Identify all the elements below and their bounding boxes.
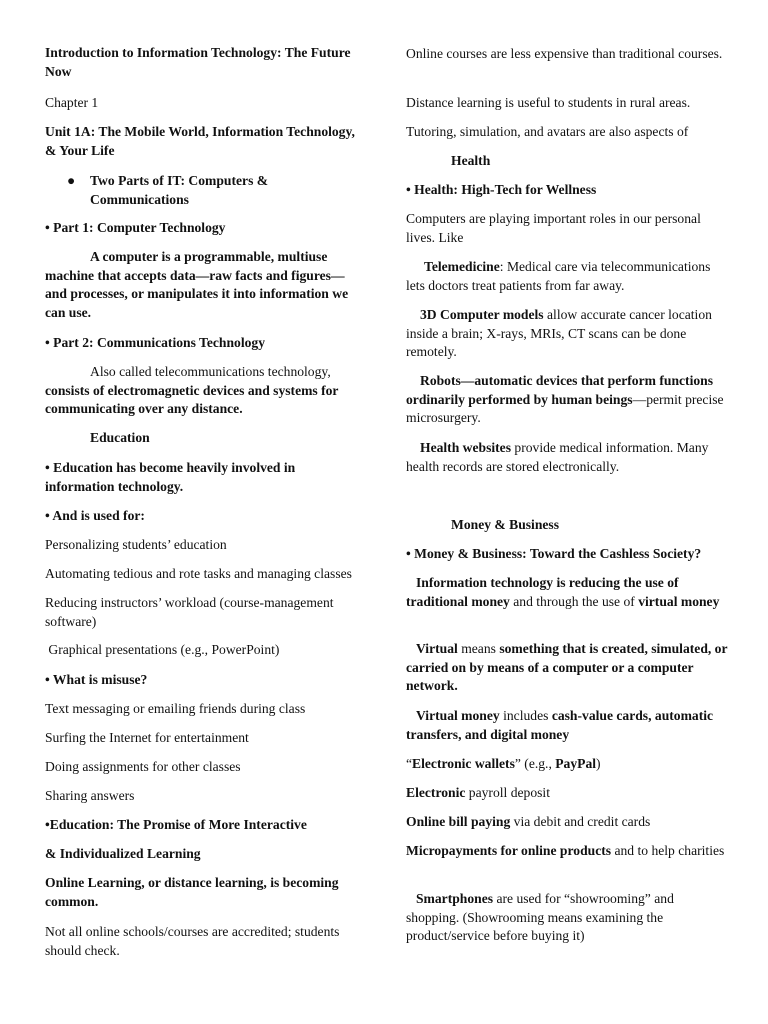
virtual-money-term: virtual money [638, 593, 720, 609]
accreditation-note: Not all online schools/courses are accredited; students should check. [45, 924, 340, 958]
virtual-word: Virtual [416, 641, 458, 656]
telemedicine-term: Telemedicine [424, 259, 500, 274]
use-item: Automating tedious and rote tasks and managing classes [45, 566, 352, 581]
part2-text [45, 363, 363, 419]
virtual-definition [406, 640, 728, 696]
health-heading: Health [451, 153, 491, 168]
education-heading: Education [90, 430, 150, 445]
payroll-desc: payroll deposit [465, 785, 550, 800]
billpay-text [406, 813, 728, 832]
models-term: 3D Computer models [420, 307, 544, 322]
cost-note: Online courses are less expensive than traditional courses. [406, 46, 723, 61]
wallets-close: ) [596, 756, 601, 771]
models-text [406, 306, 728, 362]
micropayments-text [406, 842, 728, 861]
part2-lead: Also called telecommunications technology, [90, 364, 331, 379]
telemedicine-text [406, 258, 728, 295]
promise-heading-line2: & Individualized Learning [45, 846, 201, 861]
payroll-text [406, 784, 728, 803]
websites-desc: provide medical information. Many health records are stored electronically. [406, 440, 709, 474]
money-subheading: • Money & Business: Toward the Cashless Society? [406, 546, 702, 561]
used-for-heading: • And is used for: [45, 508, 145, 523]
health-intro: Computers are playing important roles in our personal lives. Like [406, 211, 701, 245]
micropayments-desc: and to help charities [611, 843, 725, 858]
rural-note: Distance learning is useful to students in rural areas. [406, 95, 691, 110]
robots-desc: —permit precise microsurgery. [406, 391, 724, 426]
wallets-open-quote: “ [406, 756, 413, 771]
misuse-item: Sharing answers [45, 788, 135, 803]
billpay-term: Online bill paying [406, 814, 511, 829]
document-title: Introduction to Information Technology: The Future Now [45, 45, 351, 79]
smartphones-term: Smartphones [416, 891, 494, 906]
use-item: Reducing instructors’ workload (course-management software) [45, 595, 334, 629]
websites-term: Health websites [420, 440, 511, 455]
misuse-heading: • What is misuse? [45, 672, 148, 687]
robots-term: Robots—automatic devices that perform functions ordinarily performed by human beings [406, 373, 713, 407]
virtual-means: means [457, 641, 500, 656]
bullet-dot: ● [67, 173, 76, 188]
telemedicine-desc: : Medical care via telecommunications lets doctors treat patients from far away. [406, 259, 711, 293]
use-item: Graphical presentations (e.g., PowerPoint) [45, 642, 280, 657]
two-parts-item [45, 172, 363, 209]
health-subheading: • Health: High-Tech for Wellness [406, 182, 597, 197]
use-item: Personalizing students’ education [45, 537, 227, 552]
online-learning-text: Online Learning, or distance learning, is becoming common. [45, 875, 339, 909]
wallets-term: Electronic wallets [412, 756, 515, 771]
payroll-term: Electronic [406, 785, 466, 800]
part2-rest: consists of electromagnetic devices and systems for communicating over any distance. [45, 382, 339, 417]
tutoring-note: Tutoring, simulation, and avatars are also aspects of [406, 124, 689, 139]
micropayments-term: Micropayments for online products [406, 843, 612, 858]
virtual-money-word: Virtual money [416, 708, 500, 723]
virtual-money-list: cash-value cards, automatic transfers, and digital money [406, 708, 714, 742]
smartphones-desc: are used for “showrooming” and shopping. (Showrooming means examining the product/service before buying it) [406, 891, 674, 944]
unit-heading: Unit 1A: The Mobile World, Information Technology, & Your Life [45, 124, 355, 158]
misuse-item: Doing assignments for other classes [45, 759, 241, 774]
it-reducing-text [406, 574, 728, 611]
virtual-money-text [406, 707, 728, 744]
smartphones-text [406, 890, 728, 946]
websites-text [406, 439, 728, 476]
money-heading: Money & Business [451, 517, 560, 532]
it-reducing-mid: and through the use of [509, 593, 639, 609]
part1-text: A computer is a programmable, multiuse machine that accepts data—raw facts and figures—and processes, or manipulates it into information we can use. [45, 249, 349, 320]
paypal-term: PayPal [555, 756, 597, 771]
models-desc: allow accurate cancer location inside a brain; X-rays, MRIs, CT scans can be done remotely. [406, 307, 712, 360]
part1-heading: • Part 1: Computer Technology [45, 220, 226, 235]
promise-heading-line1: •Education: The Promise of More Interactive [45, 817, 307, 832]
chapter-label: Chapter 1 [45, 95, 99, 110]
education-involved: • Education has become heavily involved in information technology. [45, 460, 296, 494]
virtual-def: something that is created, simulated, or carried on by means of a computer or a computer network. [406, 641, 728, 694]
billpay-desc: via debit and credit cards [510, 814, 651, 829]
robots-text [406, 372, 728, 428]
wallets-text [406, 755, 728, 774]
misuse-item: Surfing the Internet for entertainment [45, 730, 249, 745]
virtual-money-includes: includes [499, 708, 552, 723]
misuse-item: Text messaging or emailing friends during class [45, 701, 306, 716]
wallets-mid: ” (e.g., [514, 756, 556, 771]
it-reducing-term: Information technology is reducing the use of traditional money [406, 575, 679, 609]
two-parts-text: Two Parts of IT: Computers & Communications [90, 173, 269, 207]
part2-heading: • Part 2: Communications Technology [45, 335, 266, 350]
